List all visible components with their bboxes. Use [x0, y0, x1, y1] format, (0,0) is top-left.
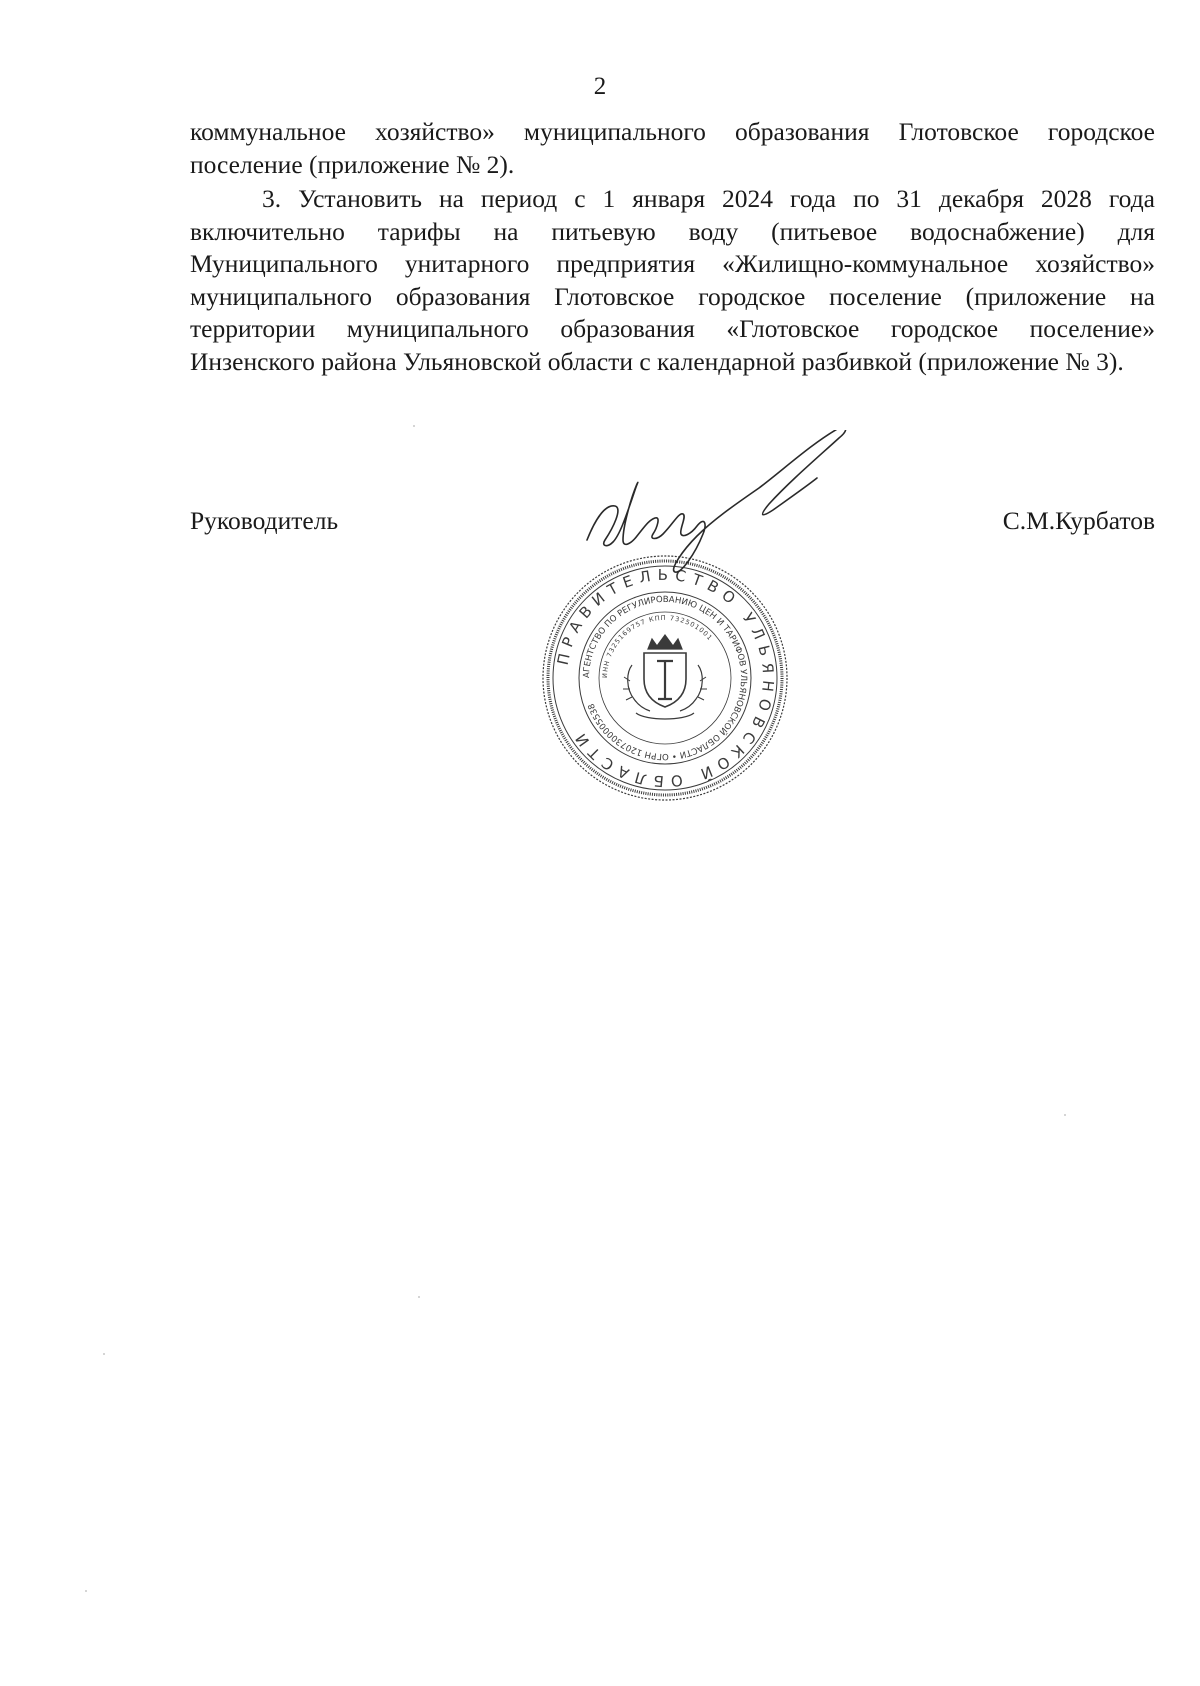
paragraph-text: коммунальное хозяйство» муниципального образования Глотовское городское поселение (приложение № 2). — [190, 117, 1155, 179]
stamp-outer-text: ПРАВИТЕЛЬСТВО УЛЬЯНОВСКОЙ ОБЛАСТИ — [553, 565, 778, 791]
paragraph-continuation — [190, 116, 1155, 181]
handwritten-signature — [575, 430, 895, 580]
scan-speck — [85, 1590, 87, 1592]
stamp-inn-text: ИНН 7325169757 КПП 732501001 — [600, 613, 715, 679]
signatory-name: С.М.Курбатов — [1002, 506, 1155, 535]
paragraph-item-3 — [190, 183, 1155, 378]
page-number: 2 — [593, 73, 607, 100]
scan-speck — [418, 1296, 420, 1298]
stamp-inner-text: АГЕНТСТВО ПО РЕГУЛИРОВАНИЮ ЦЕН И ТАРИФОВ УЛЬЯНОВСКОЙ ОБЛАСТИ • ОГРН 1207300005538 — [581, 594, 749, 762]
paragraph-text: 3. Установить на период с 1 января 2024 года по 31 декабря 2028 года включительно тарифы на питьевую воду (питьевое водоснабжение) для Муниципального унитарного предприятия «Жилищно-коммунальное хозяйство» муниципального образования Глотовское городское поселение (приложение на территории муниципального образования «Глотовское городское поселение» Инзенского района Ульяновской области с календарной разбивкой (приложение № 3). — [190, 184, 1155, 376]
coat-of-arms-icon — [623, 635, 707, 719]
official-stamp — [540, 553, 790, 803]
scan-speck — [413, 425, 415, 427]
signatory-position: Руководитель — [190, 506, 339, 535]
scan-speck — [103, 1353, 105, 1355]
scan-speck — [1064, 1114, 1066, 1116]
